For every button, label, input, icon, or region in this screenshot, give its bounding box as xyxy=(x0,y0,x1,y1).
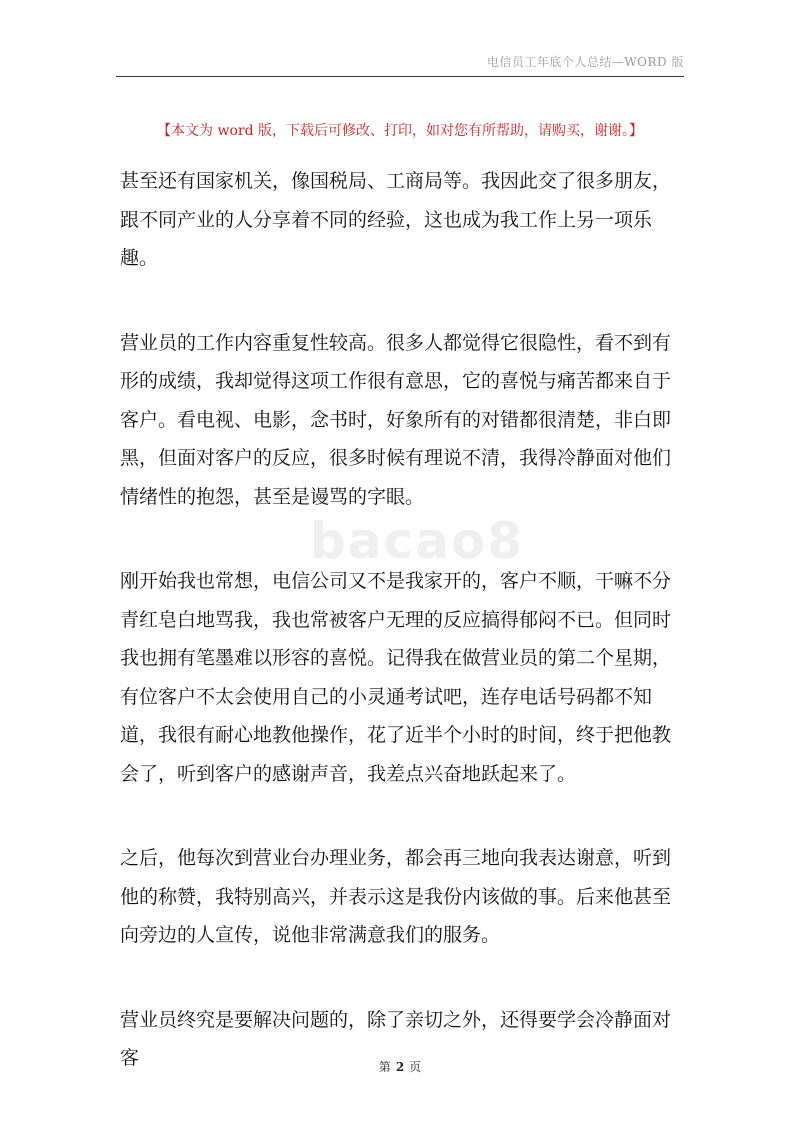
document-body xyxy=(120,162,682,1124)
paragraph-3: 刚开始我也常想，电信公司又不是我家开的，客户不顺，干嘛不分青红皂白地骂我，我也常被客户无理的反应搞得郁闷不已。但同时我也拥有笔墨难以形容的喜悦。记得我在做营业员的第二个星期，有位客户不太会使用自己的小灵通考试吧，连存电话号码都不知道，我很有耐心地教他操作，花了近半个小时的时间，终于把他教会了，听到客户的感谢声音，我差点兴奋地跃起来了。 xyxy=(120,570,672,785)
purchase-notice: 【本文为 word 版，下载后可修改、打印，如对您有所帮助，请购买，谢谢。】 xyxy=(157,123,643,139)
header-divider xyxy=(116,76,684,77)
paragraph-4: 之后，他每次到营业台办理业务，都会再三地向我表达谢意，听到他的称赞，我特别高兴，并表示这是我份内该做的事。后来他甚至向旁边的人宣传，说他非常满意我们的服务。 xyxy=(120,847,672,946)
page-number: 2 xyxy=(395,1060,405,1074)
page-label-prefix: 第 xyxy=(378,1060,391,1074)
paragraph-2: 营业员的工作内容重复性较高。很多人都觉得它很隐性，看不到有形的成绩，我却觉得这项工作很有意思，它的喜悦与痛苦都来自于客户。看电视、电影，念书时，好象所有的对错都很清楚，非白即黑，但面对客户的反应，很多时候有理说不清，我得冷静面对他们情绪性的抱怨，甚至是谩骂的字眼。 xyxy=(120,331,672,508)
watermark-text: bacao8 xyxy=(310,512,525,570)
page-footer xyxy=(0,1058,800,1075)
page-label-suffix: 页 xyxy=(409,1060,422,1074)
paragraph-1: 甚至还有国家机关，像国税局、工商局等。我因此交了很多朋友，跟不同产业的人分享着不同的经验，这也成为我工作上另一项乐趣。 xyxy=(120,170,672,269)
paragraph-5: 营业员终究是要解决问题的，除了亲切之外，还得要学会冷静面对客 xyxy=(120,1008,672,1069)
page-header-title: 电信员工年底个人总结—WORD 版 xyxy=(486,55,684,69)
